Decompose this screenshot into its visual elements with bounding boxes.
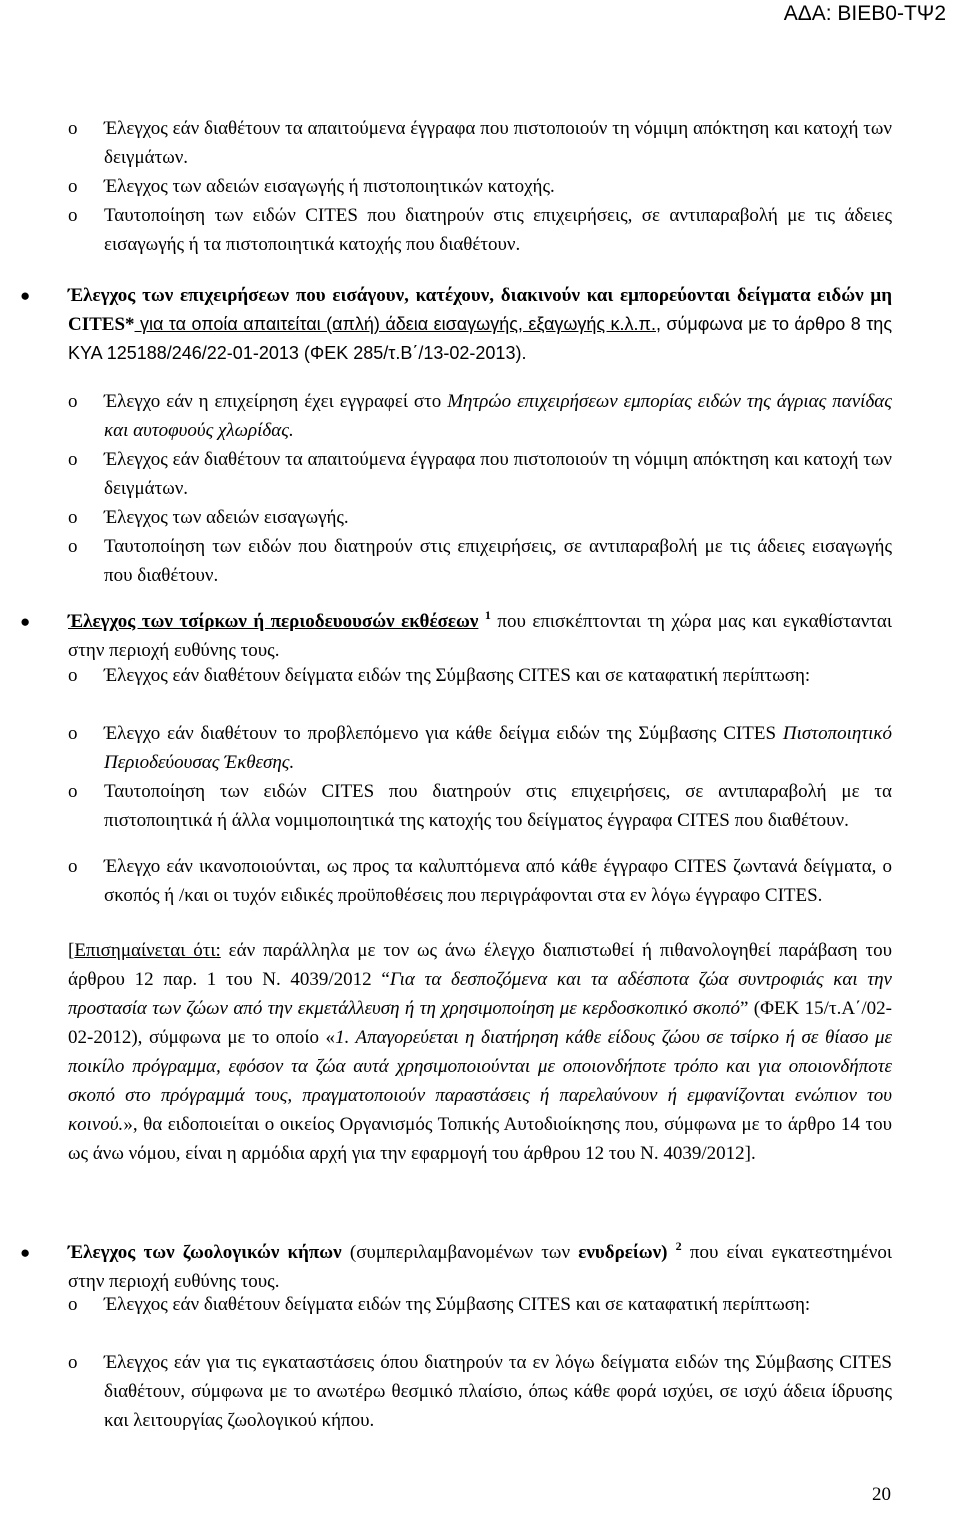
bullet-icon: ● xyxy=(20,612,31,631)
list-item: o Έλεγχος εάν διαθέτουν τα απαιτούμενα έγγραφα που πιστοποιούν τη νόμιμη απόκτηση και κατοχή των δειγμάτων. xyxy=(68,114,892,172)
list-marker: o xyxy=(68,391,78,412)
list-item: o Έλεγχος των αδειών εισαγωγής. xyxy=(68,503,892,532)
section-zoo-paragraph: Έλεγχος των ζωολογικών κήπων (συμπεριλαμβανομένων των ενυδρείων) $^2$ που είναι εγκατεστημένοι στην περιοχή ευθύνης τους. xyxy=(68,1239,893,1292)
list-marker: o xyxy=(68,536,78,557)
underlined-text: για τα οποία απαιτείται (απλή) άδεια εισαγωγής, εξαγωγής κ.λ.π. xyxy=(134,314,656,334)
list-marker: o xyxy=(68,1352,78,1373)
ada-code: ΑΔΑ: ΒΙΕΒ0-ΤΨ2 xyxy=(783,2,946,25)
list-marker: o xyxy=(68,118,78,139)
list-item: o Ταυτοποίηση των ειδών που διατηρούν στις επιχειρήσεις, σε αντιπαραβολή με τις άδειες εισαγωγής που διαθέτουν. xyxy=(68,532,892,590)
list-item: o Έλεγχο εάν η επιχείρηση έχει εγγραφεί στο Μητρώο επιχειρήσεων εμπορίας ειδών της άγριας πανίδας και αυτοφυούς χλωρίδας. xyxy=(68,387,892,445)
list-item: o Έλεγχος εάν για τις εγκαταστάσεις όπου διατηρούν τα εν λόγω δείγματα ειδών της Σύμβασης CITES διαθέτουν, σύμφωνα με το ανωτέρω θεσμικό πλαίσιο, όπως κάθε φορά ισχύει, σε ισχύ άδεια ίδρυσης και λειτουργίας ζωολογικού κήπου. xyxy=(68,1348,892,1435)
list-item: o Ταυτοποίηση των ειδών CITES που διατηρούν στις επιχειρήσεις, σε αντιπαραβολή με τα πιστοποιητικά ή άλλα νομιμοποιητικά της κατοχής του δείγματος έγγραφα CITES που διαθέτουν. xyxy=(68,777,892,835)
footnote-ref: 1 xyxy=(484,608,491,622)
list-item: o Έλεγχος εάν διαθέτουν τα απαιτούμενα έγγραφα που πιστοποιούν τη νόμιμη απόκτηση και κατοχή των δειγμάτων. xyxy=(68,445,892,503)
footnote-ref: 2 xyxy=(675,1239,682,1253)
list-marker: o xyxy=(68,723,78,744)
list-item: o Έλεγχο εάν διαθέτουν το προβλεπόμενο για κάθε δείγμα ειδών της Σύμβασης CITES Πιστοποιητικό Περιοδεύουσας Έκθεσης. xyxy=(68,719,892,777)
list-marker: o xyxy=(68,449,78,470)
section-non-cites-paragraph: Έλεγχος των επιχειρήσεων που εισάγουν, κατέχουν, διακινούν και εμπορεύονται δείγματα ειδών μη CITES* για τα οποία απαιτείται (απλή) άδεια εισαγωγής, εξαγωγής κ.λ.π., σύμφωνα με το άρθρο 8 της ΚΥΑ 125188/246/22-01-2013 (ΦΕΚ 285/τ.Β΄/13-02-2013). xyxy=(68,285,892,363)
section-title: Έλεγχος των επιχειρήσεων που εισάγουν, κατέχουν, διακινούν και εμπορεύονται δείγματα ειδών μη CITES* xyxy=(68,285,892,335)
list-marker: o xyxy=(68,1294,78,1315)
note-label: Επισημαίνεται ότι: xyxy=(74,940,221,961)
section-title: Έλεγχος των ζωολογικών κήπων xyxy=(68,1242,342,1263)
list-marker: o xyxy=(68,176,78,197)
list-marker: o xyxy=(68,665,78,686)
list-item: o Ταυτοποίηση των ειδών CITES που διατηρούν στις επιχειρήσεις, σε αντιπαραβολή με τις άδειες εισαγωγής ή τα πιστοποιητικά κατοχής που διαθέτουν. xyxy=(68,201,892,259)
bullet-icon: ● xyxy=(20,286,31,305)
page-number: 20 xyxy=(872,1484,891,1505)
list-item: o Έλεγχο εάν ικανοποιούνται, ως προς τα καλυπτόμενα από κάθε έγγραφο CITES ζωντανά δείγματα, ο σκοπός ή /και οι τυχόν ειδικές προϋποθέσεις που περιγράφονται στα εν λόγω έγγραφο CITES. xyxy=(68,852,892,910)
list-marker: o xyxy=(68,205,78,226)
bullet-icon: ● xyxy=(20,1243,31,1262)
list-item: o Έλεγχος των αδειών εισαγωγής ή πιστοποιητικών κατοχής. xyxy=(68,172,892,201)
list-marker: o xyxy=(68,781,78,802)
list-marker: o xyxy=(68,507,78,528)
legal-note: [Επισημαίνεται ότι: εάν παράλληλα με τον ως άνω έλεγχο διαπιστωθεί ή πιθανολογηθεί παράβαση του άρθρου 12 παρ. 1 του Ν. 4039/2012 “Για τα δεσποζόμενα και τα αδέσποτα ζώα συντροφιάς και την προστασία των ζώων από την εκμετάλλευση ή τη χρησιμοποίηση με κερδοσκοπικό σκοπό” (ΦΕΚ 15/τ.Α΄/02-02-2012), σύμφωνα με το οποίο «1. Απαγορεύεται η διατήρηση κάθε είδους ζώου σε τσίρκο ή σε θίασο με ποικίλο πρόγραμμα, εφόσον τα ζώα αυτά χρησιμοποιούνται με οποιονδήποτε τρόπο και για οποιονδήποτε σκοπό στο πρόγραμμά τους, πραγματοποιούν παραστάσεις ή παρελαύνουν ή εμφανίζονται ενώπιον του κοινού.», θα ειδοποιείται ο οικείος Οργανισμός Τοπικής Αυτοδιοίκησης που, σύμφωνα με το άρθρο 14 του ως άνω νόμου, είναι η αρμόδια αρχή για την εφαρμογή του άρθρου 12 του Ν. 4039/2012]. xyxy=(68,940,893,1164)
section-circus-paragraph: Έλεγχος των τσίρκων ή περιοδευουσών εκθέσεων $^1$ που επισκέπτονται τη χώρα μας και εγκαθίστανται στην περιοχή ευθύνης τους. xyxy=(68,608,892,661)
list-item: o Έλεγχος εάν διαθέτουν δείγματα ειδών της Σύμβασης CITES και σε καταφατική περίπτωση: xyxy=(68,1290,892,1319)
list-marker: o xyxy=(68,856,78,877)
list-item: o Έλεγχος εάν διαθέτουν δείγματα ειδών της Σύμβασης CITES και σε καταφατική περίπτωση: xyxy=(68,661,892,690)
section-title: Έλεγχος των τσίρκων ή περιοδευουσών εκθέσεων xyxy=(68,611,479,632)
